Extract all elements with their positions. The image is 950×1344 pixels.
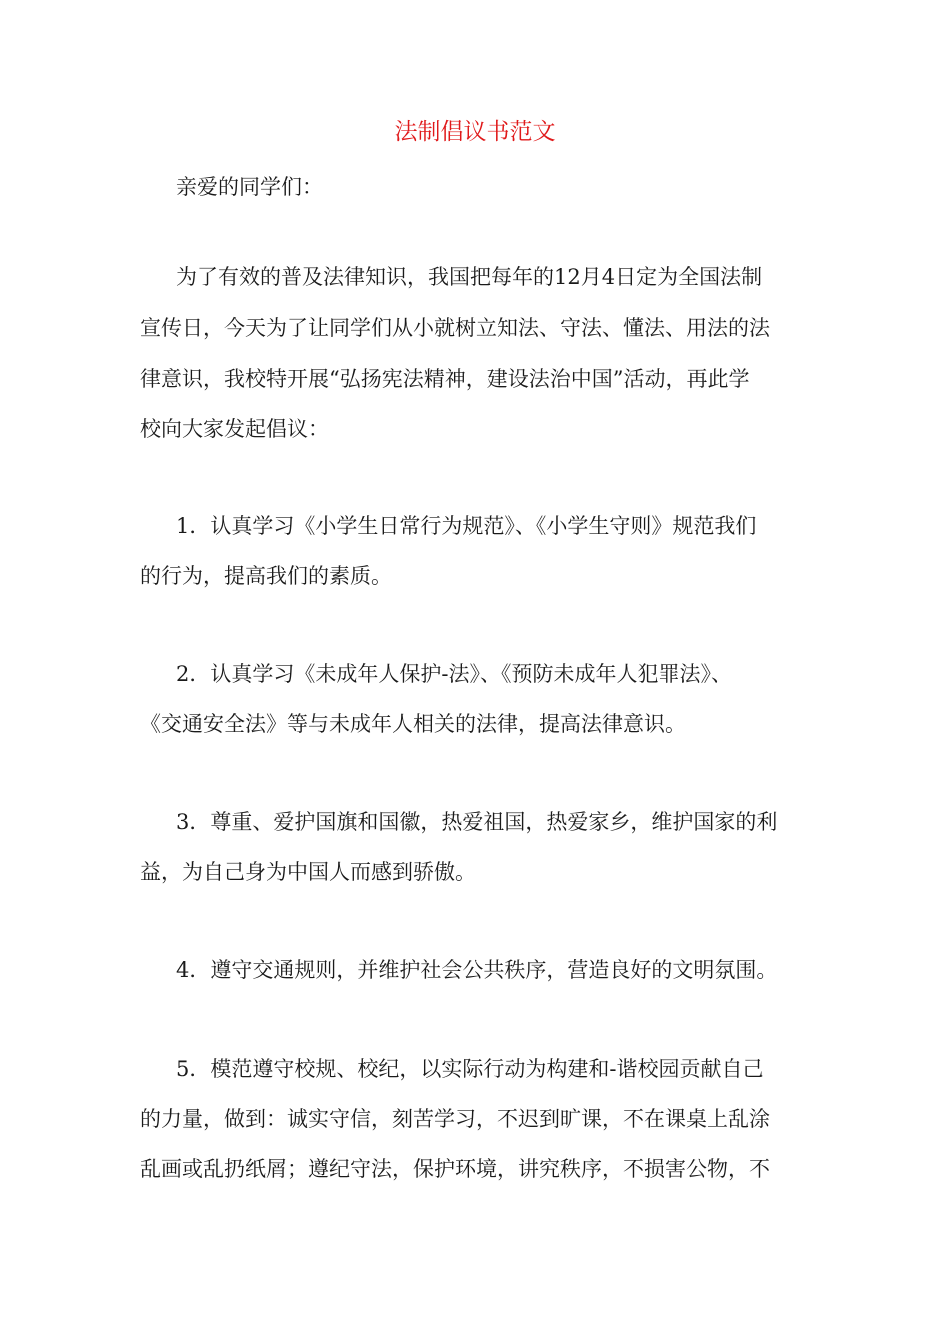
- intro-line-3: 律意识，我校特开展“弘扬宪法精神，建设法治中国”活动，再此学: [140, 367, 750, 391]
- item-2-line-2: 《交通安全法》等与未成年人相关的法律，提高法律意识。: [140, 712, 686, 736]
- item-3-line-1: 3．尊重、爱护国旗和国徽，热爱祖国，热爱家乡，维护国家的利: [176, 810, 778, 834]
- item-2-line-1: 2．认真学习《未成年人保护-法》、《预防未成年人犯罪法》、: [176, 662, 732, 686]
- item-5-line-1: 5．模范遵守校规、校纪，以实际行动为构建和-谐校园贡献自己: [176, 1057, 764, 1081]
- item-1-line-2: 的行为，提高我们的素质。: [140, 564, 392, 588]
- item-1-line-1: 1．认真学习《小学生日常行为规范》、《小学生守则》规范我们: [176, 514, 757, 538]
- greeting: 亲爱的同学们：: [176, 175, 323, 199]
- item-4-line-1: 4．遵守交通规则，并维护社会公共秩序，营造良好的文明氛围。: [176, 958, 778, 982]
- item-3-line-2: 益，为自己身为中国人而感到骄傲。: [140, 860, 476, 884]
- item-5-line-3: 乱画或乱扔纸屑；遵纪守法，保护环境，讲究秩序，不损害公物，不: [140, 1157, 770, 1181]
- intro-line-1: 为了有效的普及法律知识，我国把每年的12月4日定为全国法制: [176, 265, 763, 289]
- document-title: 法制倡议书范文: [394, 119, 556, 145]
- intro-line-2: 宣传日，今天为了让同学们从小就树立知法、守法、懂法、用法的法: [140, 316, 770, 340]
- item-5-line-2: 的力量，做到：诚实守信，刻苦学习，不迟到旷课，不在课桌上乱涂: [140, 1107, 770, 1131]
- intro-line-4: 校向大家发起倡议：: [140, 417, 329, 441]
